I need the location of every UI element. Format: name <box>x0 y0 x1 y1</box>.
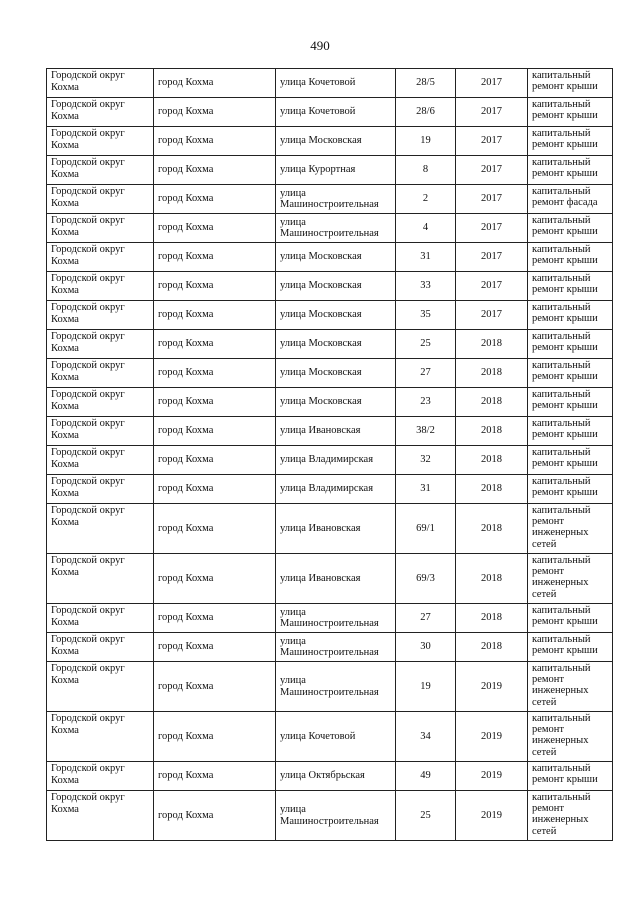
repair-schedule-table <box>46 68 613 841</box>
table-row <box>47 633 613 662</box>
house-number-cell: 38/2 <box>396 417 456 446</box>
city-cell: город Кохма <box>154 98 276 127</box>
street-cell: улица Машиностроительная <box>276 662 396 712</box>
city-cell: город Кохма <box>154 359 276 388</box>
work-type-cell: капитальный ремонт крыши <box>528 69 613 98</box>
year-cell: 2018 <box>456 359 528 388</box>
work-type-cell: капитальный ремонт крыши <box>528 446 613 475</box>
city-cell: город Кохма <box>154 214 276 243</box>
city-cell: город Кохма <box>154 712 276 762</box>
district-cell: Городской округ Кохма <box>47 214 154 243</box>
district-cell: Городской округ Кохма <box>47 762 154 791</box>
year-cell: 2017 <box>456 272 528 301</box>
street-cell: улица Московская <box>276 359 396 388</box>
house-number-cell: 31 <box>396 243 456 272</box>
street-cell: улица Машиностроительная <box>276 791 396 841</box>
work-type-cell: капитальный ремонт крыши <box>528 127 613 156</box>
house-number-cell: 33 <box>396 272 456 301</box>
district-cell: Городской округ Кохма <box>47 127 154 156</box>
city-cell: город Кохма <box>154 272 276 301</box>
street-cell: улица Кочетовой <box>276 98 396 127</box>
work-type-cell: капитальный ремонт инженерных сетей <box>528 554 613 604</box>
city-cell: город Кохма <box>154 633 276 662</box>
table-row <box>47 330 613 359</box>
house-number-cell: 19 <box>396 127 456 156</box>
table-row <box>47 604 613 633</box>
house-number-cell: 2 <box>396 185 456 214</box>
street-cell: улица Курортная <box>276 156 396 185</box>
street-cell: улица Владимирская <box>276 475 396 504</box>
year-cell: 2018 <box>456 475 528 504</box>
district-cell: Городской округ Кохма <box>47 504 154 554</box>
table-row <box>47 475 613 504</box>
year-cell: 2018 <box>456 554 528 604</box>
year-cell: 2018 <box>456 504 528 554</box>
house-number-cell: 4 <box>396 214 456 243</box>
district-cell: Городской округ Кохма <box>47 554 154 604</box>
street-cell: улица Московская <box>276 243 396 272</box>
year-cell: 2018 <box>456 330 528 359</box>
work-type-cell: капитальный ремонт инженерных сетей <box>528 504 613 554</box>
city-cell: город Кохма <box>154 330 276 359</box>
city-cell: город Кохма <box>154 388 276 417</box>
table-row <box>47 359 613 388</box>
city-cell: город Кохма <box>154 127 276 156</box>
district-cell: Городской округ Кохма <box>47 272 154 301</box>
street-cell: улица Кочетовой <box>276 69 396 98</box>
street-cell: улица Октябрьская <box>276 762 396 791</box>
work-type-cell: капитальный ремонт крыши <box>528 633 613 662</box>
house-number-cell: 69/3 <box>396 554 456 604</box>
city-cell: город Кохма <box>154 446 276 475</box>
house-number-cell: 25 <box>396 330 456 359</box>
street-cell: улица Московская <box>276 388 396 417</box>
house-number-cell: 32 <box>396 446 456 475</box>
work-type-cell: капитальный ремонт крыши <box>528 330 613 359</box>
street-cell: улица Московская <box>276 301 396 330</box>
work-type-cell: капитальный ремонт крыши <box>528 762 613 791</box>
table-row <box>47 185 613 214</box>
street-cell: улица Ивановская <box>276 417 396 446</box>
street-cell: улица Московская <box>276 127 396 156</box>
year-cell: 2019 <box>456 762 528 791</box>
year-cell: 2019 <box>456 662 528 712</box>
table-row <box>47 554 613 604</box>
district-cell: Городской округ Кохма <box>47 475 154 504</box>
work-type-cell: капитальный ремонт инженерных сетей <box>528 712 613 762</box>
house-number-cell: 34 <box>396 712 456 762</box>
house-number-cell: 25 <box>396 791 456 841</box>
table-row <box>47 762 613 791</box>
district-cell: Городской округ Кохма <box>47 301 154 330</box>
page-number: 490 <box>310 38 330 53</box>
year-cell: 2018 <box>456 417 528 446</box>
district-cell: Городской округ Кохма <box>47 388 154 417</box>
house-number-cell: 30 <box>396 633 456 662</box>
district-cell: Городской округ Кохма <box>47 156 154 185</box>
city-cell: город Кохма <box>154 604 276 633</box>
street-cell: улица Московская <box>276 330 396 359</box>
work-type-cell: капитальный ремонт крыши <box>528 475 613 504</box>
table-row <box>47 417 613 446</box>
table-row <box>47 272 613 301</box>
city-cell: город Кохма <box>154 417 276 446</box>
work-type-cell: капитальный ремонт крыши <box>528 604 613 633</box>
city-cell: город Кохма <box>154 69 276 98</box>
year-cell: 2018 <box>456 388 528 417</box>
house-number-cell: 35 <box>396 301 456 330</box>
city-cell: город Кохма <box>154 662 276 712</box>
district-cell: Городской округ Кохма <box>47 712 154 762</box>
year-cell: 2017 <box>456 185 528 214</box>
city-cell: город Кохма <box>154 504 276 554</box>
table-body <box>47 69 613 841</box>
table-row <box>47 388 613 417</box>
year-cell: 2017 <box>456 243 528 272</box>
work-type-cell: капитальный ремонт инженерных сетей <box>528 791 613 841</box>
street-cell: улица Московская <box>276 272 396 301</box>
house-number-cell: 27 <box>396 604 456 633</box>
table-row <box>47 127 613 156</box>
table-row <box>47 243 613 272</box>
city-cell: город Кохма <box>154 475 276 504</box>
year-cell: 2017 <box>456 69 528 98</box>
year-cell: 2019 <box>456 712 528 762</box>
house-number-cell: 28/6 <box>396 98 456 127</box>
work-type-cell: капитальный ремонт крыши <box>528 156 613 185</box>
year-cell: 2018 <box>456 604 528 633</box>
city-cell: город Кохма <box>154 243 276 272</box>
city-cell: город Кохма <box>154 185 276 214</box>
year-cell: 2017 <box>456 214 528 243</box>
district-cell: Городской округ Кохма <box>47 98 154 127</box>
street-cell: улица Машиностроительная <box>276 185 396 214</box>
work-type-cell: капитальный ремонт инженерных сетей <box>528 662 613 712</box>
table-row <box>47 98 613 127</box>
city-cell: город Кохма <box>154 554 276 604</box>
year-cell: 2018 <box>456 446 528 475</box>
city-cell: город Кохма <box>154 762 276 791</box>
street-cell: улица Машиностроительная <box>276 214 396 243</box>
district-cell: Городской округ Кохма <box>47 604 154 633</box>
work-type-cell: капитальный ремонт крыши <box>528 301 613 330</box>
year-cell: 2017 <box>456 98 528 127</box>
house-number-cell: 69/1 <box>396 504 456 554</box>
table-row <box>47 301 613 330</box>
table-row <box>47 156 613 185</box>
work-type-cell: капитальный ремонт фасада <box>528 185 613 214</box>
district-cell: Городской округ Кохма <box>47 69 154 98</box>
city-cell: город Кохма <box>154 156 276 185</box>
city-cell: город Кохма <box>154 301 276 330</box>
work-type-cell: капитальный ремонт крыши <box>528 388 613 417</box>
district-cell: Городской округ Кохма <box>47 359 154 388</box>
house-number-cell: 27 <box>396 359 456 388</box>
house-number-cell: 19 <box>396 662 456 712</box>
district-cell: Городской округ Кохма <box>47 662 154 712</box>
street-cell: улица Машиностроительная <box>276 633 396 662</box>
year-cell: 2017 <box>456 301 528 330</box>
table-row <box>47 446 613 475</box>
district-cell: Городской округ Кохма <box>47 243 154 272</box>
work-type-cell: капитальный ремонт крыши <box>528 243 613 272</box>
house-number-cell: 49 <box>396 762 456 791</box>
street-cell: улица Ивановская <box>276 504 396 554</box>
street-cell: улица Машиностроительная <box>276 604 396 633</box>
table-row <box>47 69 613 98</box>
district-cell: Городской округ Кохма <box>47 633 154 662</box>
table-row <box>47 662 613 712</box>
street-cell: улица Владимирская <box>276 446 396 475</box>
work-type-cell: капитальный ремонт крыши <box>528 359 613 388</box>
district-cell: Городской округ Кохма <box>47 791 154 841</box>
work-type-cell: капитальный ремонт крыши <box>528 417 613 446</box>
house-number-cell: 8 <box>396 156 456 185</box>
work-type-cell: капитальный ремонт крыши <box>528 98 613 127</box>
street-cell: улица Ивановская <box>276 554 396 604</box>
work-type-cell: капитальный ремонт крыши <box>528 214 613 243</box>
house-number-cell: 23 <box>396 388 456 417</box>
work-type-cell: капитальный ремонт крыши <box>528 272 613 301</box>
year-cell: 2017 <box>456 127 528 156</box>
table-row <box>47 214 613 243</box>
street-cell: улица Кочетовой <box>276 712 396 762</box>
table-row <box>47 504 613 554</box>
district-cell: Городской округ Кохма <box>47 417 154 446</box>
table-row <box>47 712 613 762</box>
house-number-cell: 31 <box>396 475 456 504</box>
table-row <box>47 791 613 841</box>
district-cell: Городской округ Кохма <box>47 446 154 475</box>
year-cell: 2018 <box>456 633 528 662</box>
year-cell: 2017 <box>456 156 528 185</box>
district-cell: Городской округ Кохма <box>47 330 154 359</box>
district-cell: Городской округ Кохма <box>47 185 154 214</box>
house-number-cell: 28/5 <box>396 69 456 98</box>
city-cell: город Кохма <box>154 791 276 841</box>
year-cell: 2019 <box>456 791 528 841</box>
